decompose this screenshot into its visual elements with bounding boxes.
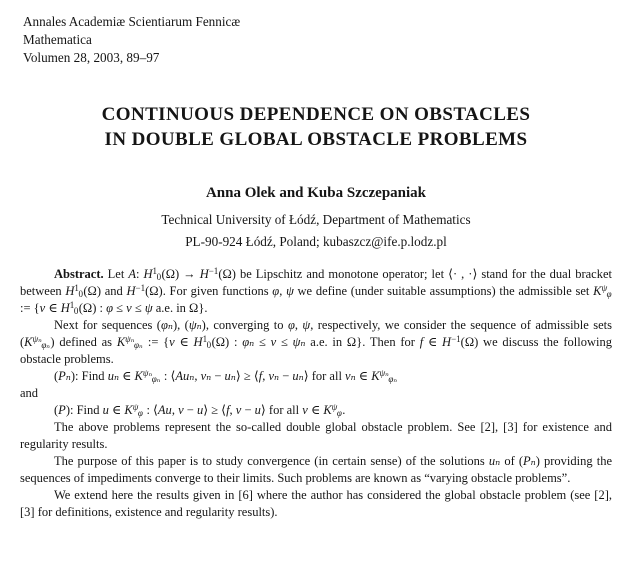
paper-title-line-2: IN DOUBLE GLOBAL OBSTACLE PROBLEMS (104, 129, 528, 150)
abstract-paragraph-sequences: Next for sequences (φₙ), (ψₙ), converging to φ, ψ, respectively, we consider the sequence of admissible sets $(K^{\psi_n}_{\varphi_n})$ defined as $K^{\psi_n}_{\varphi_n}$ := {v ∈ $H^1_0(\Omega)$ : φₙ ≤ v ≤ ψₙ a.e. in Ω}. Then for f ∈ $H^{-1}(\Omega)$ we discuss the following obstacle problems. (20, 318, 612, 366)
journal-header (20, 13, 612, 67)
paper-title-line-1: CONTINUOUS DEPENDENCE ON OBSTACLES (101, 104, 531, 125)
journal-name: Annales Academiæ Scientiarum Fennicæ (23, 14, 241, 29)
journal-series: Mathematica (23, 32, 92, 47)
abstract-lead-paragraph: Abstract. Let A: $H^1_0(\Omega) \to H^{-1}(\Omega)$ be Lipschitz and monotone operator; let ⟨· , ·⟩ stand for the dual bracket between $H^1_0(\Omega)$ and $H^{-1}(\Omega)$. For given functions φ, ψ we define (under suitable assumptions) the admissible set $K^\psi_\varphi$ := {v ∈ $H^1_0(\Omega)$ : φ ≤ v ≤ ψ a.e. in Ω}. (20, 266, 612, 316)
authors: Anna Olek and Kuba Szczepaniak (205, 185, 427, 201)
problem-p-statement: (P): Find u ∈ $K^\psi_\varphi$ : ⟨Au, v − u⟩ ≥ ⟨f, v − u⟩ for all v ∈ $K^\psi_\varphi$. (54, 402, 346, 418)
and-connector: and (20, 386, 39, 400)
abstract-paragraph-existence: The above problems represent the so-called double global obstacle problem. See [2], [3] for existence and regularity results. (20, 420, 612, 451)
abstract-paragraph-purpose: The purpose of this paper is to study convergence (in certain sense) of the solutions uₙ of (Pₙ) providing the sequences of impediments converge to their limits. Such problems are known as “varying obstacle problems”. (20, 454, 612, 485)
paper-title (20, 102, 612, 152)
abstract-paragraph-extension: We extend here the results given in [6] where the author has considered the global obstacle problem (see [2], [3] for definitions, existence and regularity results). (20, 488, 612, 519)
abstract (20, 266, 612, 521)
contact-line: PL-90-924 Łódź, Poland; kubaszcz@ife.p.lodz.pl (185, 234, 447, 249)
affiliation (20, 209, 612, 253)
journal-volume: Volumen 28, 2003, 89–97 (23, 50, 160, 65)
affiliation-line: Technical University of Łódź, Department of Mathematics (161, 212, 471, 227)
problem-pn-statement: (Pₙ): Find uₙ ∈ $K^{\psi_n}_{\varphi_n}$ : ⟨Auₙ, vₙ − uₙ⟩ ≥ ⟨f, vₙ − uₙ⟩ for all vₙ ∈ $K^{\psi_n}_{\varphi_n}$ (54, 368, 397, 384)
